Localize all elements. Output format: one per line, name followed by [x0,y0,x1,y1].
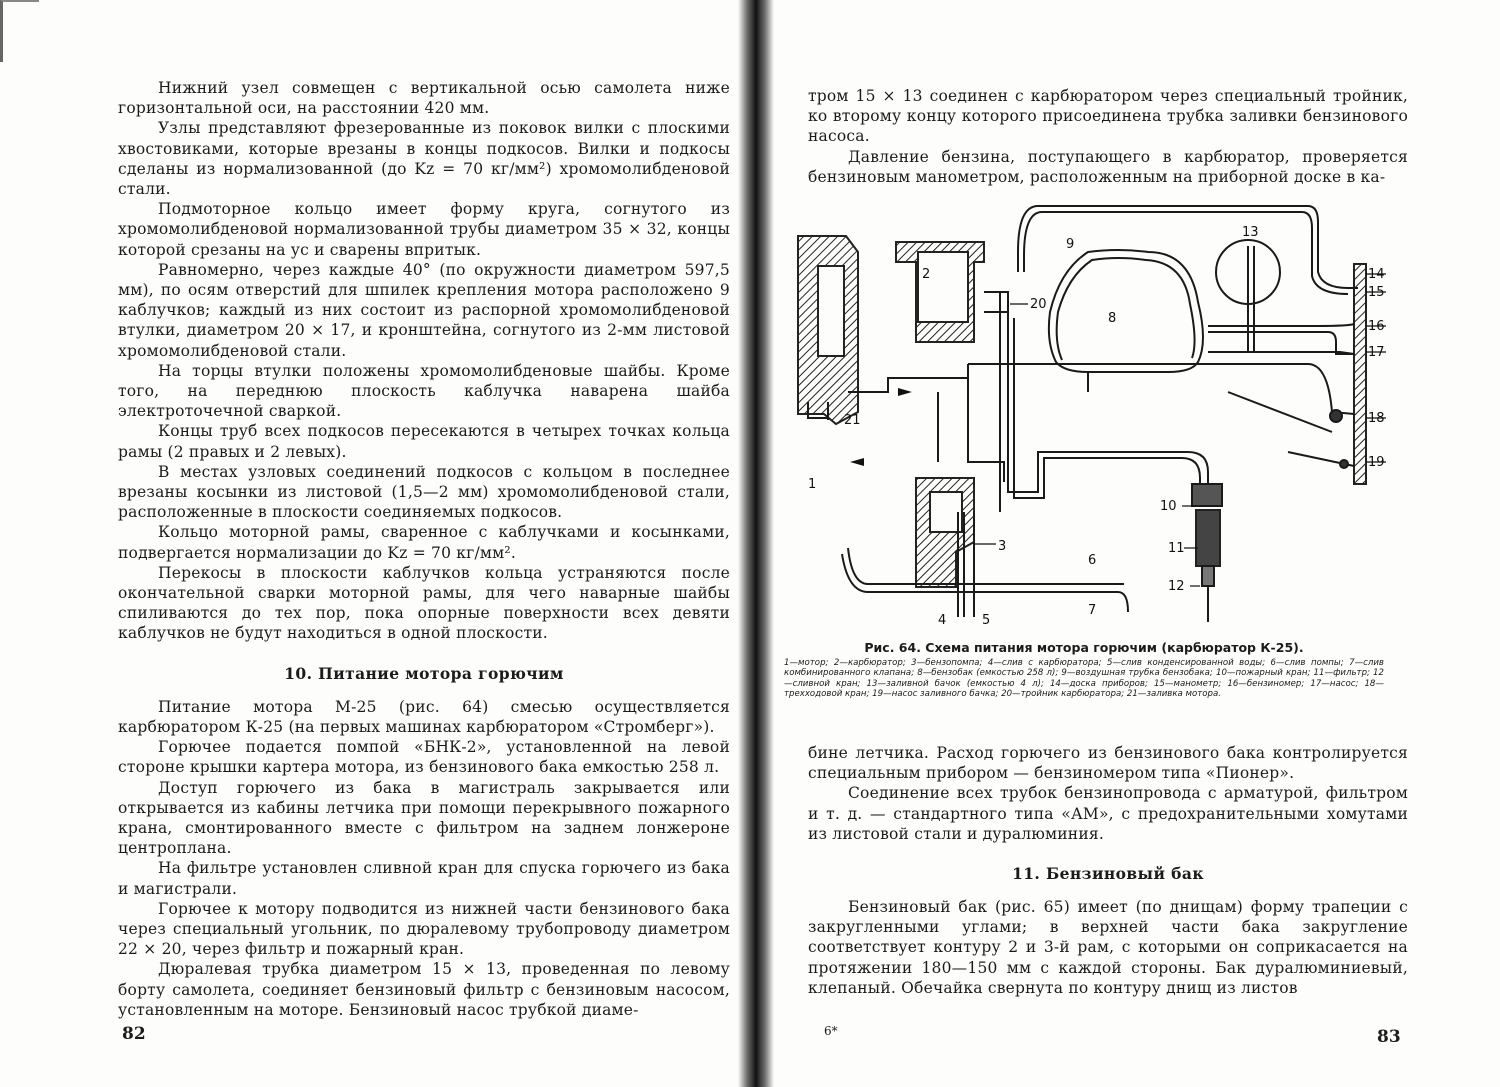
paragraph: Узлы представляют фрезерованные из поковок вилки с плоскими хвостовиками, которые врезаны в концы подкосов. Вилки и подкосы сделаны из нормализованной (до Kz = 70 кг/мм²) хромомолибденовой стали. [118,119,730,199]
diagram-label: 19 [1368,455,1385,470]
paragraph: Перекосы в плоскости каблучков кольца устраняются после окончательной сварки моторной рамы, для чего наварные шайбы спиливаются до тех пор, пока опорные поверхности всех девяти каблучков не будут находиться в одной плоскости. [118,563,730,643]
paragraph: Дюралевая трубка диаметром 15 × 13, проведенная по левому борту самолета, соединяет бензиновый фильтр с бензиновым насосом, установленным на моторе. Бензиновый насос трубкой диаме- [118,960,730,1019]
diagram-label: 14 [1368,267,1385,282]
paragraph: Соединение всех трубок бензинопровода с арматурой, фильтром и т. д. — стандартного типа «АМ», с предохранительными хомутами из листовой стали и дуралюминия. [808,784,1408,843]
diagram-label: 12 [1168,579,1185,594]
book-gutter [738,0,774,1087]
page-number: 82 [122,1024,146,1044]
figure-title: Рис. 64. Схема питания мотора горючим (карбюратор К-25). [864,640,1304,655]
left-page-text [118,78,730,1020]
left-page [0,0,738,1087]
diagram-label: 15 [1368,285,1385,300]
diagram-label: 7 [1088,603,1097,618]
fuel-system-diagram [788,192,1388,642]
diagram-label: 11 [1168,541,1185,556]
paragraph: Горючее к мотору подводится из нижней части бензинового бака через специальный угольник, по дюралевому трубопроводу диаметром 22 × 20, через фильтр и пожарный кран. [118,899,730,959]
diagram-label: 1 [808,477,817,492]
diagram-label: 13 [1242,225,1259,240]
section-heading: 11. Бензиновый бак [1012,864,1204,884]
right-page-text-top [808,86,1408,187]
paragraph: тром 15 × 13 соединен с карбюратором через специальный тройник, ко второму концу которого присоединена трубка заливки бензинового насоса. [808,87,1408,146]
diagram-label: 17 [1368,345,1385,360]
diagram-label: 20 [1030,297,1047,312]
diagram-label: 8 [1108,311,1117,326]
paragraph: бине летчика. Расход горючего из бензинового бака контролируется специальным прибором — бензиномером типа «Пионер». [808,744,1408,783]
paragraph: Концы труб всех подкосов пересекаются в четырех точках кольца рамы (2 правых и 2 левых). [118,422,730,461]
paragraph: Бензиновый бак (рис. 65) имеет (по днищам) форму трапеции с закругленными углами; в верхней части бака закругление соответствует контуру 2 и 3-й рам, с которыми он соприкасается на протяжении 180—150 мм с каждой стороны. Бак дуралюминиевый, клепаный. Обечайка свернута по контуру днищ из листов [808,898,1408,997]
paragraph: Питание мотора М-25 (рис. 64) смесью осуществляется карбюратором К-25 (на первых машинах карбюратором «Стромберг»). [118,697,730,736]
right-page [774,0,1500,1087]
diagram-label: 6 [1088,553,1097,568]
diagram-label: 4 [938,613,947,628]
section-heading: 10. Питание мотора горючим [284,663,564,683]
paragraph: Нижний узел совмещен с вертикальной осью самолета ниже горизонтальной оси, на расстоянии 420 мм. [118,79,730,118]
paragraph: Кольцо моторной рамы, сваренное с каблучками и косынками, подвергается нормализации до Kz = 70 кг/мм². [118,523,730,562]
page-number: 83 [1377,1027,1401,1047]
figure-legend: 1—мотор; 2—карбюратор; 3—бензопомпа; 4—слив с карбюратора; 5—слив конденсированной воды; 6—слив помпы; 7—слив комбинированного клапана; 8—бензобак (емкостью 258 л); 9—воздушная трубка бензобака; 10—пожарный кран; 11—фильтр; 12—сливной кран; 13—заливной бачок (емкостью 4 л); 14—доска приборов; 15—манометр; 16—бензиномер; 17—насос; 18—трехходовой кран; 19—насос заливного бачка; 20—тройник карбюратора; 21—заливка мотора. [784,658,1384,700]
diagram-label: 18 [1368,411,1385,426]
paragraph: Равномерно, через каждые 40° (по окружности диаметром 597,5 мм), по осям отверстий для шпилек крепления мотора расположено 9 каблучков; каждый из них состоит из распорной хромомолибденовой втулки, диаметром 20 × 17, и кронштейна, согнутого из 2-мм листовой хромомолибденовой стали. [118,260,730,360]
signature-mark: 6* [824,1024,838,1038]
fuel-tank [1049,250,1203,372]
diagram-label: 10 [1160,499,1177,514]
diagram-label: 2 [922,267,931,282]
paragraph: Давление бензина, поступающего в карбюратор, проверяется бензиновым манометром, расположенным на приборной доске в ка- [808,147,1408,186]
paragraph: На торцы втулки положены хромомолибденовые шайбы. Кроме того, на переднюю плоскость каблучка наварена шайба электроточечной сваркой. [118,361,730,421]
diagram-label: 21 [844,413,861,428]
paragraph: В местах узловых соединений подкосов с кольцом в последнее врезаны косынки из листовой (1,5—2 мм) хромомолибденовой стали, расположенные в плоскости соединяемых подкосов. [118,462,730,522]
figure-caption [784,640,1384,700]
paragraph: Горючее подается помпой «БНК-2», установленной на левой стороне крышки картера мотора, из бензинового бака емкостью 258 л. [118,738,730,777]
diagram-label: 16 [1368,319,1385,334]
diagram-label: 9 [1066,237,1075,252]
diagram-label: 5 [982,613,991,628]
fuel-system-schematic [788,192,1388,642]
paragraph: Доступ горючего из бака в магистраль закрывается или открывается из кабины летчика при помощи перекрывного пожарного крана, смонтированного вместе с фильтром на заднем лонжероне центроплана. [118,778,730,858]
paragraph: На фильтре установлен сливной кран для спуска горючего из бака и магистрали. [118,859,730,898]
fuel-filter [1196,510,1220,566]
fire-cock [1192,484,1222,506]
paragraph: Подмоторное кольцо имеет форму круга, согнутого из хромомолибденовой нормализованной трубы диаметром 35 × 32, концы которой срезаны на ус и сварены впритык. [118,200,730,259]
engine-inner [818,266,844,356]
diagram-label: 3 [998,539,1007,554]
right-page-text-bottom [808,743,1408,998]
instrument-panel [1354,264,1366,484]
